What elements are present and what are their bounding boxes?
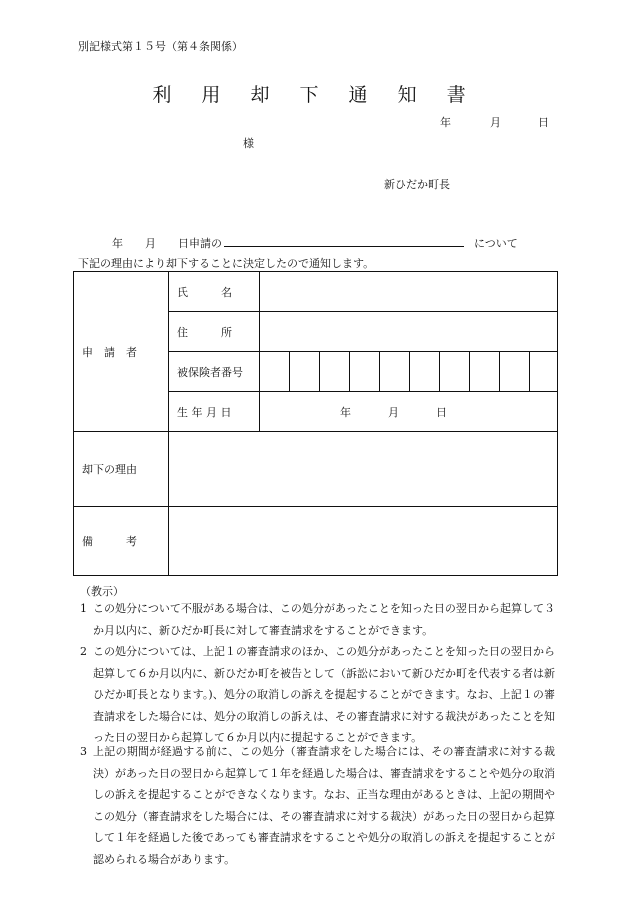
name-field[interactable] (260, 272, 558, 312)
note-number: 3 (80, 745, 87, 758)
note-number: 2 (80, 645, 87, 658)
applicant-label: 申 請 者 (74, 272, 169, 432)
insured-number-digit[interactable] (470, 352, 500, 392)
note-text: この処分については、上記１の審査請求のほか、この処分があったことを知った日の翌日から起算して６か月以内に、新ひだか町を被告として（訴訟において新ひだか町を代表する者は新ひだか町長となります。)、処分の取消しの訴えを提起することができます。なお、上記１の審査請求をした場合には、処分の取消しの訴えは、その審査請求に対する裁決があったことを知った日の翌日から起算して６か月以内に提起することができます。 (93, 645, 555, 744)
addressee-suffix: 様 (243, 137, 254, 150)
address-label: 住 所 (169, 312, 260, 352)
form-number: 別記様式第１５号（第４条関係） (78, 40, 243, 53)
insured-number-digit[interactable] (350, 352, 380, 392)
note-item (80, 641, 555, 749)
birthdate-year-unit: 年 (340, 405, 351, 419)
birthdate-field[interactable] (260, 392, 558, 432)
insured-number-digit[interactable] (290, 352, 320, 392)
reason-label: 却下の理由 (74, 432, 169, 507)
insured-number-digit[interactable] (260, 352, 290, 392)
date-year-label: 年 (440, 116, 451, 129)
insured-number-digit[interactable] (380, 352, 410, 392)
insured-number-digit[interactable] (500, 352, 530, 392)
reason-field[interactable] (169, 432, 558, 507)
birthdate-day-unit: 日 (436, 405, 447, 419)
application-line (112, 235, 518, 251)
issuer: 新ひだか町長 (384, 178, 450, 191)
date-month-label: 月 (490, 116, 501, 129)
document-title: 利 用 却 下 通 知 書 (152, 84, 478, 106)
application-subject-blank[interactable] (224, 236, 464, 247)
application-line-suffix: について (474, 237, 518, 250)
date-day-label: 日 (538, 116, 549, 129)
insured-number-digit[interactable] (320, 352, 350, 392)
insured-number-label: 被保険者番号 (169, 352, 260, 392)
name-label: 氏 名 (169, 272, 260, 312)
note-text: 上記の期間が経過する前に、この処分（審査請求をした場合には、その審査請求に対する裁決）があった日の翌日から起算して１年を経過した場合は、審査請求をすることや処分の取消しの訴えを提起することができなくなります。なお、正当な理由があるときは、上記の期間やこの処分（審査請求をした場合には、その審査請求に対する裁決）があった日の翌日から起算して１年を経過した後であっても審査請求をすることや処分の取消しの訴えを提起することが認められる場合があります。 (93, 745, 555, 866)
birthdate-month-unit: 月 (388, 405, 399, 419)
note-number: 1 (80, 602, 87, 615)
issue-date (440, 114, 549, 130)
notice-table (73, 271, 558, 576)
address-field[interactable] (260, 312, 558, 352)
remarks-label: 備 考 (74, 507, 169, 576)
note-text: この処分について不服がある場合は、この処分があったことを知った日の翌日から起算して３か月以内に、新ひだか町長に対して審査請求をすることができます。 (93, 602, 555, 637)
notes-heading: （教示） (80, 585, 124, 598)
insured-number-digit[interactable] (410, 352, 440, 392)
birthdate-label: 生 年 月 日 (169, 392, 260, 432)
note-item (80, 741, 555, 870)
insured-number-digit[interactable] (440, 352, 470, 392)
insured-number-digit[interactable] (530, 352, 558, 392)
application-line-prefix: 年 月 日申請の (112, 237, 222, 250)
remarks-field[interactable] (169, 507, 558, 576)
note-item (80, 598, 555, 641)
decision-text: 下記の理由により却下することに決定したので通知します。 (78, 257, 375, 270)
